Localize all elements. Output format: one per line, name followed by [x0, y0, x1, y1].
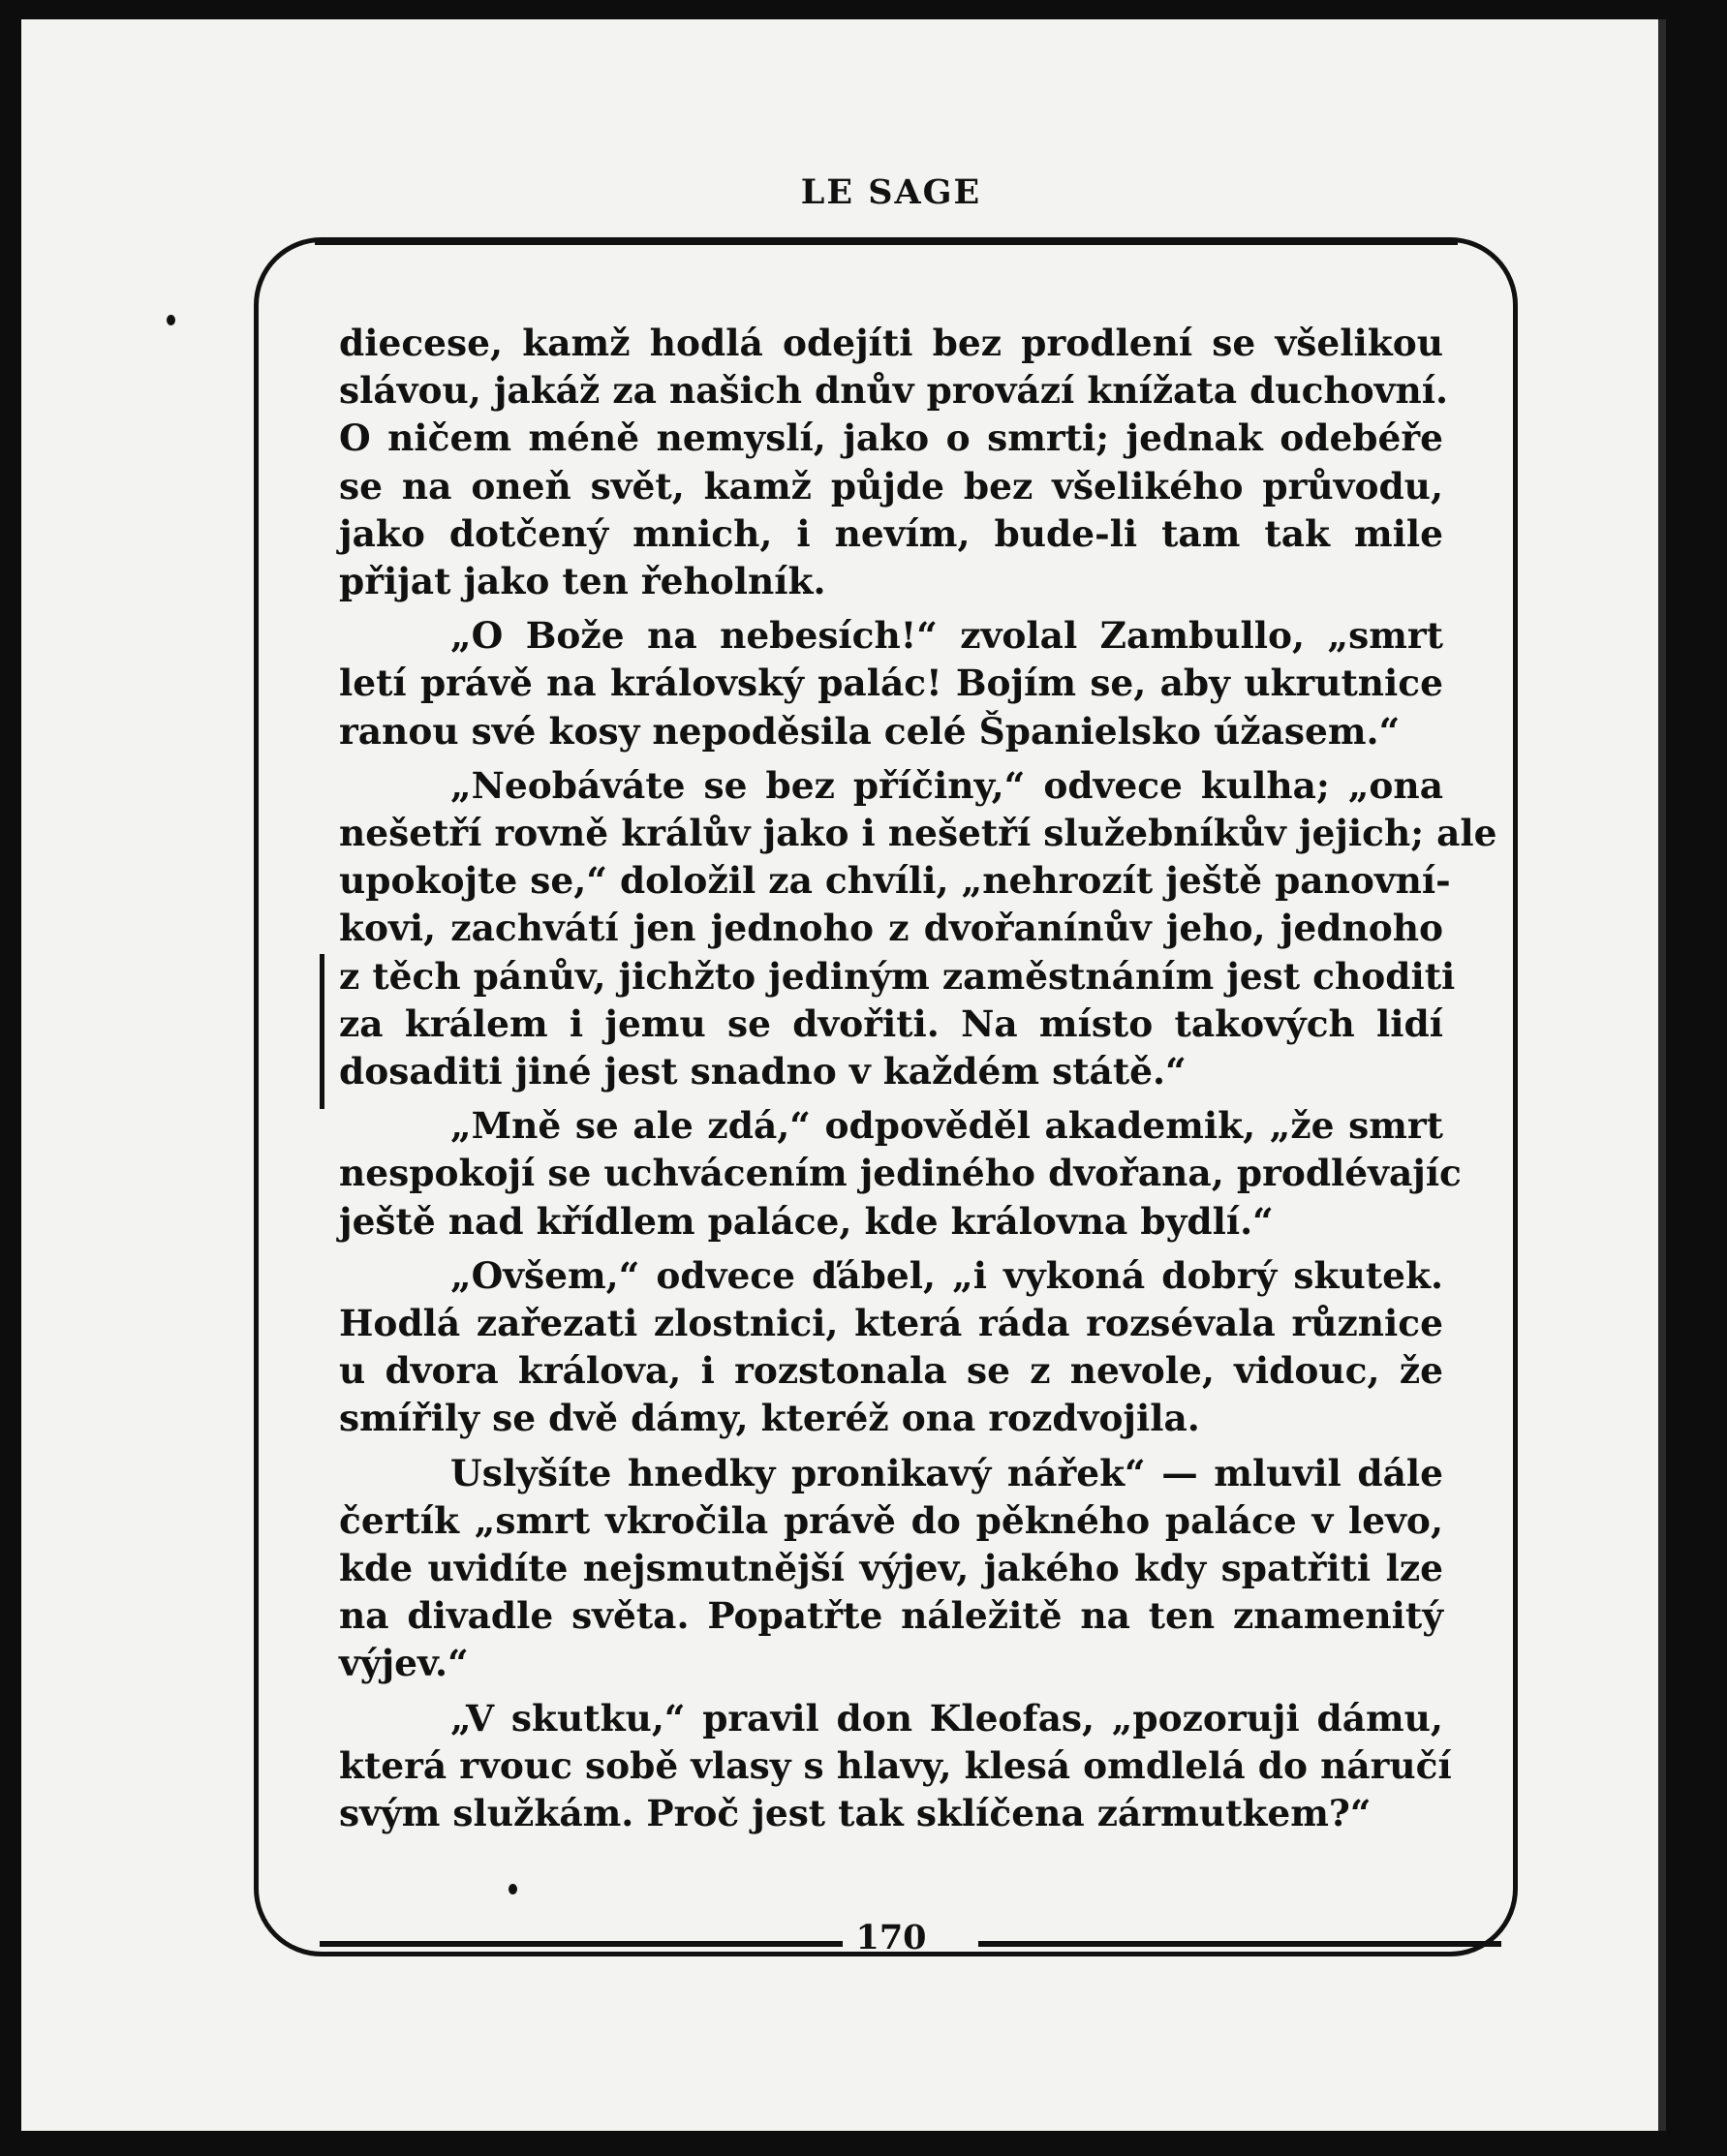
- text-line: jako dotčený mnich, i nevím, bude-li tam tak mile: [339, 511, 1443, 555]
- text-line: upokojte se,“ doložil za chvíli, „nehrozít ještě panovní-: [339, 859, 1451, 903]
- text-line: „Mně se ale zdá,“ odpověděl akademik, „že smrt: [450, 1104, 1443, 1148]
- adjacent-page-edge: [1658, 19, 1666, 2131]
- text-line: na divadle světa. Popatřte náležitě na ten znamenitý: [339, 1594, 1443, 1638]
- text-line: u dvora králova, i rozstonala se z nevole, vidouc, že: [339, 1349, 1443, 1393]
- ink-speck: [167, 315, 175, 325]
- text-line: Uslyšíte hnedky pronikavý nářek“ — mluvil dále: [450, 1451, 1443, 1494]
- frame-top-rule: [315, 242, 1458, 245]
- text-line: z těch pánův, jichžto jediným zaměstnáním jest choditi: [339, 954, 1456, 998]
- text-line: ranou své kosy nepoděsila celé Španielsko úžasem.“: [339, 709, 1401, 753]
- text-line: čertík „smrt vkročila právě do pěkného paláce v levo,: [339, 1498, 1443, 1542]
- text-line: „O Bože na nebesích!“ zvolal Zambullo, „smrt: [450, 614, 1443, 658]
- text-line: „V skutku,“ pravil don Kleofas, „pozoruji dámu,: [450, 1696, 1443, 1740]
- paragraph: [339, 1695, 1452, 1838]
- text-line: nespokojí se uchvácením jediného dvořana, prodlévajíc: [339, 1152, 1462, 1195]
- text-line: „Neobáváte se bez příčiny,“ odvece kulha; „ona: [450, 763, 1443, 807]
- paragraph: [339, 320, 1449, 605]
- text-line: slávou, jakáž za našich dnův provází knížata duchovní.: [339, 369, 1449, 413]
- text-line: kde uvidíte nejsmutnější výjev, jakého kdy spatřiti lze: [339, 1547, 1443, 1590]
- text-line: svým služkám. Proč jest tak sklíčena zármutkem?“: [339, 1792, 1372, 1835]
- text-line: smířily se dvě dámy, kteréž ona rozdvojila.: [339, 1397, 1200, 1440]
- paragraph: [339, 612, 1443, 755]
- text-line: za králem i jemu se dvořiti. Na místo takových lidí: [339, 1001, 1443, 1045]
- text-line: letí právě na královský palác! Bojím se, aby ukrutnice: [339, 662, 1443, 705]
- paragraph: [339, 1450, 1443, 1688]
- text-line: se na oneň svět, kamž půjde bez všelikého průvodu,: [339, 464, 1443, 508]
- margin-bracket-mark: [320, 954, 324, 1109]
- running-head: LE SAGE: [800, 172, 982, 212]
- footer-rule-right: [978, 1941, 1501, 1947]
- text-line: nešetří rovně králův jako i nešetří služebníkův jejich; ale: [339, 812, 1497, 855]
- text-line: ještě nad křídlem paláce, kde královna bydlí.“: [339, 1199, 1274, 1243]
- text-line: Hodlá zařezati zlostnici, která ráda rozsévala různice: [339, 1302, 1443, 1345]
- ink-speck: [509, 1884, 517, 1894]
- text-line: která rvouc sobě vlasy s hlavy, klesá omdlelá do náručí: [339, 1743, 1452, 1787]
- text-line: výjev.“: [339, 1642, 469, 1685]
- text-line: dosaditi jiné jest snadno v každém státě.“: [339, 1050, 1187, 1093]
- body-text: [339, 320, 1497, 1844]
- page-number: 170: [855, 1918, 927, 1957]
- text-line: O ničem méně nemyslí, jako o smrti; jednak odebéře: [339, 416, 1443, 460]
- text-line: kovi, zachvátí jen jednoho z dvořanínův jeho, jednoho: [339, 907, 1443, 950]
- text-line: přijat jako ten řeholník.: [339, 560, 826, 603]
- paragraph: [339, 762, 1497, 1095]
- text-line: diecese, kamž hodlá odejíti bez prodlení se všelikou: [339, 322, 1443, 364]
- paragraph: [339, 1252, 1443, 1443]
- page-footer: [281, 1918, 1501, 1966]
- text-line: „Ovšem,“ odvece ďábel, „i vykoná dobrý skutek.: [450, 1253, 1443, 1297]
- paragraph: [339, 1102, 1462, 1246]
